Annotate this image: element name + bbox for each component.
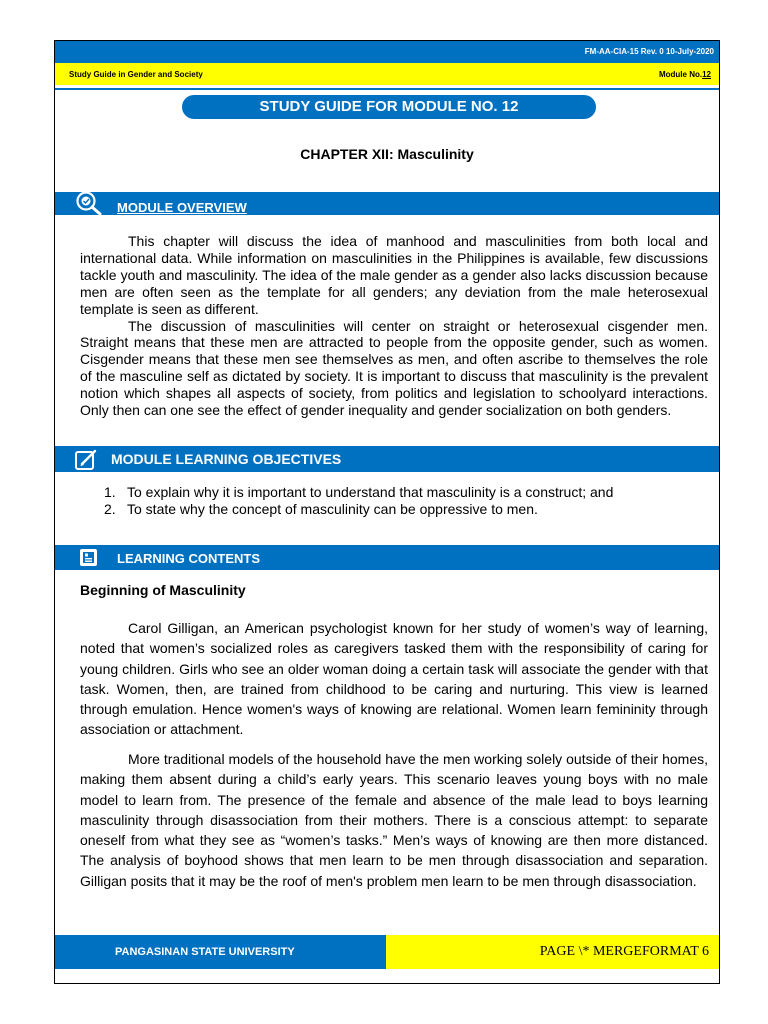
item-text: To explain why it is important to understand that masculinity is a construct; and — [127, 484, 614, 500]
header-guide-bar — [55, 63, 719, 85]
objectives-list — [104, 484, 704, 518]
learning-objectives-heading: MODULE LEARNING OBJECTIVES — [111, 451, 342, 467]
overview-text — [80, 233, 708, 419]
section-subtitle: Beginning of Masculinity — [80, 582, 246, 598]
header-divider — [55, 88, 719, 90]
edit-note-icon — [73, 448, 99, 477]
learning-objectives-bar — [55, 446, 719, 472]
item-number: 1. — [104, 484, 116, 500]
item-text: To state why the concept of masculinity can be oppressive to men. — [127, 501, 538, 517]
learning-contents-bar — [55, 545, 719, 570]
overview-paragraph: This chapter will discuss the idea of manhood and masculinities from both local and international data. While information on masculinities in the Philippines is available, few discussions tackle youth and masculinity. The idea of the male gender as a gender also lacks discussion because men are often seen as the template for all genders; any deviation from the male heterosexual template is seen as different. — [80, 233, 708, 317]
overview-paragraph: The discussion of masculinities will center on straight or heterosexual cisgender men. Straight means that these men are attracted to people from the opposite gender, such as women. Cisgender means that these men see themselves as men, and often ascribe to themselves the role of the masculine self as dictated by society. It is important to discuss that masculinity is the prevalent notion which shapes all aspects of society, from politics and legislation to schoolyard interactions. Only then can one see the effect of gender inequality and gender socialization on both genders. — [80, 317, 708, 419]
footer-page-bar — [386, 935, 719, 969]
document-icon — [79, 548, 99, 572]
module-number-label: Module No.12 — [658, 70, 711, 79]
university-name: PANGASINAN STATE UNIVERSITY — [115, 946, 295, 958]
header-form-code-bar — [55, 41, 719, 63]
item-number: 2. — [104, 501, 116, 517]
list-item — [104, 501, 704, 518]
module-overview-heading: MODULE OVERVIEW — [117, 200, 247, 215]
page-title: STUDY GUIDE FOR MODULE NO. 12 — [182, 95, 596, 119]
page-number: PAGE \* MERGEFORMAT 6 — [539, 944, 709, 959]
chapter-title: CHAPTER XII: Masculinity — [300, 146, 474, 162]
learning-contents-heading: LEARNING CONTENTS — [117, 551, 260, 566]
guide-name: Study Guide in Gender and Society — [69, 70, 203, 79]
content-paragraph: More traditional models of the household have the men working solely outside of their homes, making them absent during a child’s early years. This scenario leaves young boys with no male model to learn from. The presence of the female and absence of the male lead to boys learning masculinity through disassociation from their mothers. There is a conscious attempt: to separate oneself from what they see as “women’s tasks.” Men’s ways of knowing are then more distanced. The analysis of boyhood shows that men learn to be men through disassociation and separation. Gilligan posits that it may be the roof of men's problem men learn to be men through disassociation. — [80, 751, 708, 889]
form-code: FM-AA-CIA-15 Rev. 0 10-July-2020 — [584, 47, 714, 56]
magnifier-icon — [75, 190, 103, 221]
footer-university-bar — [55, 935, 386, 969]
module-overview-bar — [55, 192, 719, 215]
list-item — [104, 484, 704, 501]
content-paragraph: Carol Gilligan, an American psychologist known for her study of women’s way of learning, noted that women’s socialized roles as caregivers tasked them with the responsibility of caring for young children. Girls who see an older woman doing a certain task will associate the gender with that task. Women, then, are trained from childhood to be caring and nurturing. This view is learned through emulation. Hence women's ways of knowing are relational. Women learn femininity through association or attachment. — [80, 620, 708, 738]
module-number: 12 — [702, 70, 711, 79]
